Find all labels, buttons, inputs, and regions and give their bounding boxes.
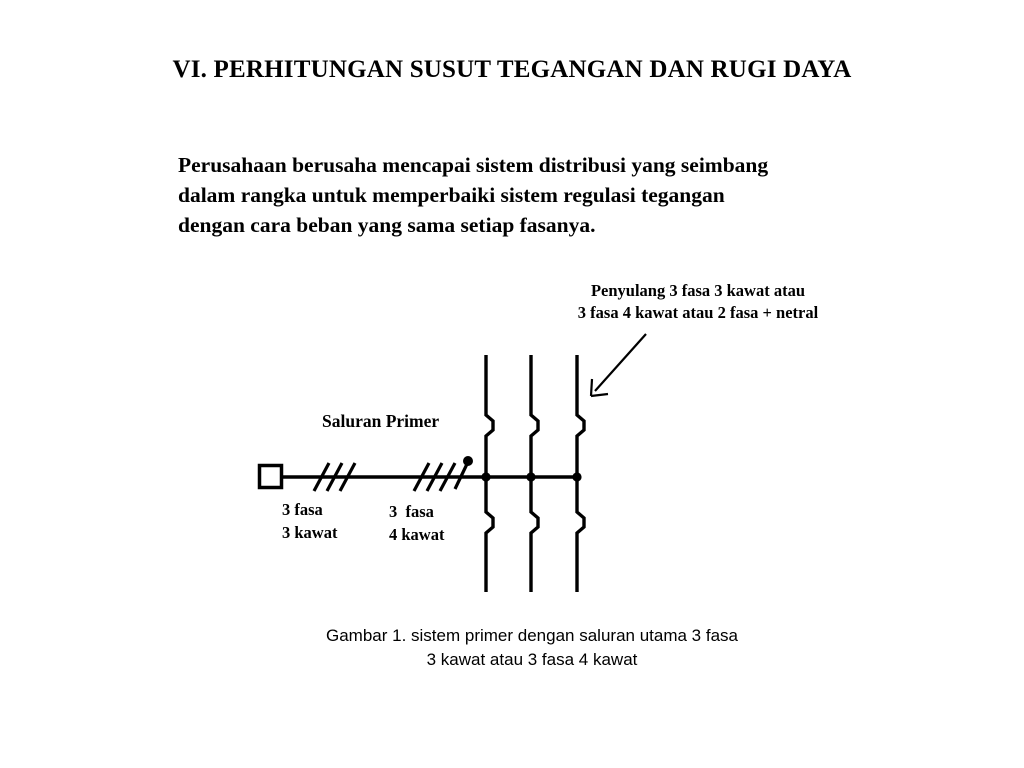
junction-dot-feeder-2 <box>526 472 535 481</box>
figure-caption <box>262 624 802 672</box>
figure-caption-line-1: Gambar 1. sistem primer dengan saluran utama 3 fasa <box>326 626 738 645</box>
source-substation-box <box>260 466 282 488</box>
body-paragraph-line-2: dalam rangka untuk memperbaiki sistem regulasi tegangan <box>178 183 725 207</box>
feeder-annotation-text <box>548 280 848 324</box>
label-right-section-line-2: 4 kawat <box>389 525 445 544</box>
label-saluran-primer: Saluran Primer <box>322 411 440 431</box>
conductor-ticks-left-3-wire <box>314 463 355 491</box>
feeder-annotation-line-1: Penyulang 3 fasa 3 kawat atau <box>590 281 806 300</box>
annotation-arrow-icon <box>591 334 646 396</box>
label-left-section <box>282 498 337 544</box>
conductor-ticks-right-4-wire <box>414 463 455 491</box>
neutral-conductor-tick <box>455 456 473 489</box>
figure-caption-line-2: 3 kawat atau 3 fasa 4 kawat <box>426 650 638 669</box>
label-left-section-line-2: 3 kawat <box>282 523 338 542</box>
slide-title: VI. PERHITUNGAN SUSUT TEGANGAN DAN RUGI DAYA <box>172 56 852 83</box>
body-paragraph-line-3: dengan cara beban yang sama setiap fasanya. <box>178 213 596 237</box>
feeder-line-2 <box>531 355 538 592</box>
junction-dot-feeder-3 <box>572 472 581 481</box>
feeder-annotation-line-2: 3 fasa 4 kawat atau 2 fasa + netral <box>577 303 819 322</box>
junction-dot-feeder-1 <box>481 472 490 481</box>
feeder-line-3 <box>577 355 584 592</box>
body-paragraph-line-1: Perusahaan berusaha mencapai sistem distribusi yang seimbang <box>178 153 769 177</box>
feeder-line-1 <box>486 355 493 592</box>
label-right-section-line-1: 3 fasa <box>389 502 434 521</box>
body-paragraph <box>178 150 858 240</box>
label-right-section <box>389 500 444 546</box>
label-left-section-line-1: 3 fasa <box>282 500 323 519</box>
